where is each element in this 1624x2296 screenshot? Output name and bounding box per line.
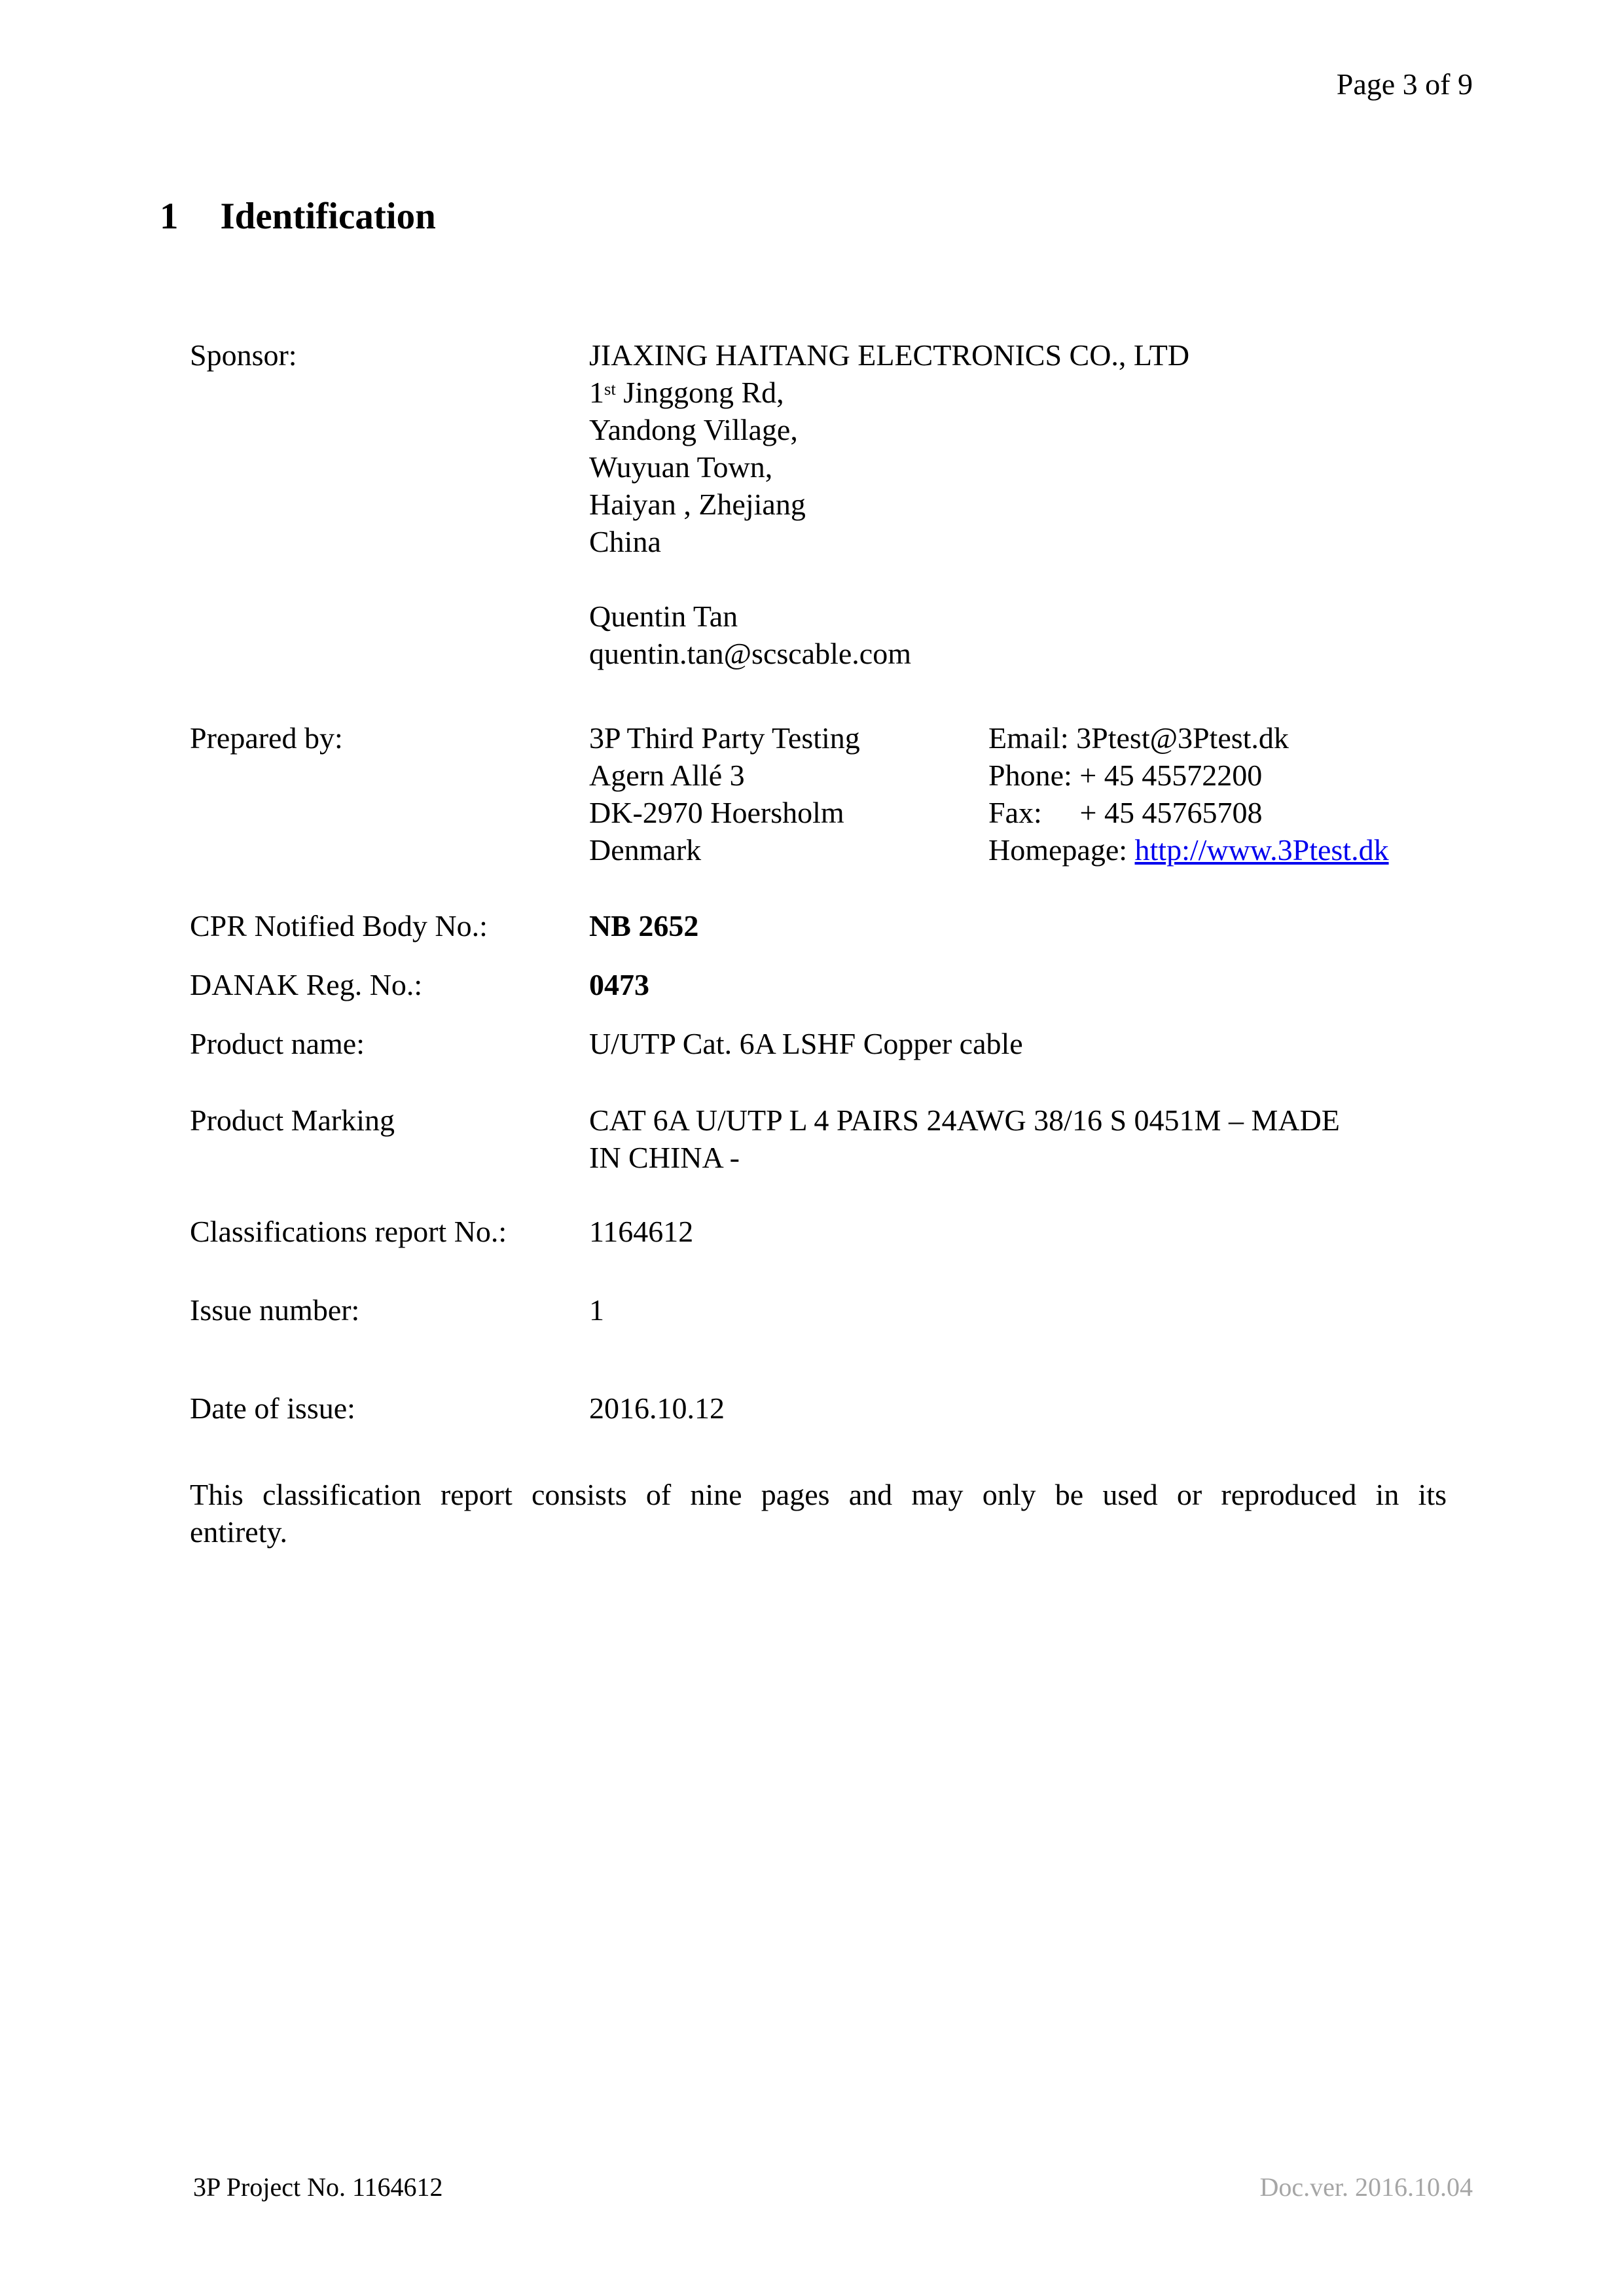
field-label: Classifications report No.: xyxy=(190,1215,507,1248)
footer-project-number: 3P Project No. 1164612 xyxy=(193,2172,443,2202)
field-value: 2016.10.12 xyxy=(589,1391,725,1425)
field-value xyxy=(589,1102,1473,1176)
field-row-classifications-report-no xyxy=(190,1213,1473,1250)
section-title: Identification xyxy=(220,196,436,237)
prepared-by-address xyxy=(589,719,988,869)
sponsor-address-line: 1st Jinggong Rd, xyxy=(589,376,784,409)
note-line: This classification report consists of nine pages and may only be used or reproduced in its xyxy=(190,1478,1447,1511)
prepared-address-line: 3P Third Party Testing xyxy=(589,721,860,755)
homepage-link[interactable]: http://www.3Ptest.dk xyxy=(1134,833,1389,867)
field-row-product-marking xyxy=(190,1102,1473,1176)
prepared-address-line: DK-2970 Hoersholm xyxy=(589,796,844,829)
field-label: Product name: xyxy=(190,1027,365,1060)
field-label: Issue number: xyxy=(190,1293,360,1327)
footer-doc-version: Doc.ver. 2016.10.04 xyxy=(1259,2172,1473,2202)
sponsor-contact-name: Quentin Tan xyxy=(589,600,738,633)
email-line xyxy=(988,719,1473,757)
field-label: Date of issue: xyxy=(190,1391,355,1425)
marking-line: CAT 6A U/UTP L 4 PAIRS 24AWG 38/16 S 0451M – MADE xyxy=(589,1103,1340,1137)
field-label: Product Marking xyxy=(190,1103,395,1137)
email-value: 3Ptest@3Ptest.dk xyxy=(1076,721,1289,755)
field-row-product-name xyxy=(190,1025,1473,1062)
sponsor-details xyxy=(589,336,1473,672)
homepage-line xyxy=(988,831,1473,869)
field-value: NB 2652 xyxy=(589,909,699,942)
phone-value: + 45 45572200 xyxy=(1079,759,1263,792)
report-note xyxy=(190,1476,1447,1551)
fax-label: Fax: xyxy=(988,796,1042,829)
ordinal-suffix: st xyxy=(604,379,616,399)
prepared-by-contact xyxy=(988,719,1473,869)
prepared-address-line: Denmark xyxy=(589,833,702,867)
section-number: 1 xyxy=(160,196,179,237)
sponsor-contact-email: quentin.tan@scscable.com xyxy=(589,637,911,670)
field-value: U/UTP Cat. 6A LSHF Copper cable xyxy=(589,1027,1023,1060)
field-value: 1164612 xyxy=(589,1215,694,1248)
field-row-danak-reg-no xyxy=(190,966,1473,1003)
sponsor-address-line: Haiyan , Zhejiang xyxy=(589,488,806,521)
sponsor-block xyxy=(190,336,1473,672)
note-line: entirety. xyxy=(190,1515,288,1549)
fax-value: + 45 45765708 xyxy=(1079,796,1263,829)
field-value: 1 xyxy=(589,1293,604,1327)
prepared-by-block xyxy=(190,719,1473,869)
sponsor-address-line: China xyxy=(589,525,661,558)
prepared-address-line: Agern Allé 3 xyxy=(589,759,745,792)
section-heading xyxy=(160,196,436,237)
field-label: DANAK Reg. No.: xyxy=(190,968,423,1001)
sponsor-company: JIAXING HAITANG ELECTRONICS CO., LTD xyxy=(589,338,1190,372)
field-row-issue-number xyxy=(190,1291,1473,1329)
marking-line: IN CHINA - xyxy=(589,1141,740,1174)
phone-label: Phone: xyxy=(988,759,1072,792)
phone-line xyxy=(988,757,1473,794)
email-label: Email: xyxy=(988,721,1069,755)
fax-line xyxy=(988,794,1473,831)
field-row-date-of-issue xyxy=(190,1390,1473,1427)
sponsor-address-line: Wuyuan Town, xyxy=(589,450,773,484)
field-value: 0473 xyxy=(589,968,649,1001)
field-label: CPR Notified Body No.: xyxy=(190,909,488,942)
homepage-label: Homepage: xyxy=(988,833,1128,867)
field-row-cpr-notified-body xyxy=(190,907,1473,944)
sponsor-address-line: Yandong Village, xyxy=(589,413,798,446)
page-number: Page 3 of 9 xyxy=(1336,67,1473,101)
prepared-by-label: Prepared by: xyxy=(190,721,343,755)
sponsor-label: Sponsor: xyxy=(190,338,297,372)
blank-line xyxy=(589,560,1473,598)
